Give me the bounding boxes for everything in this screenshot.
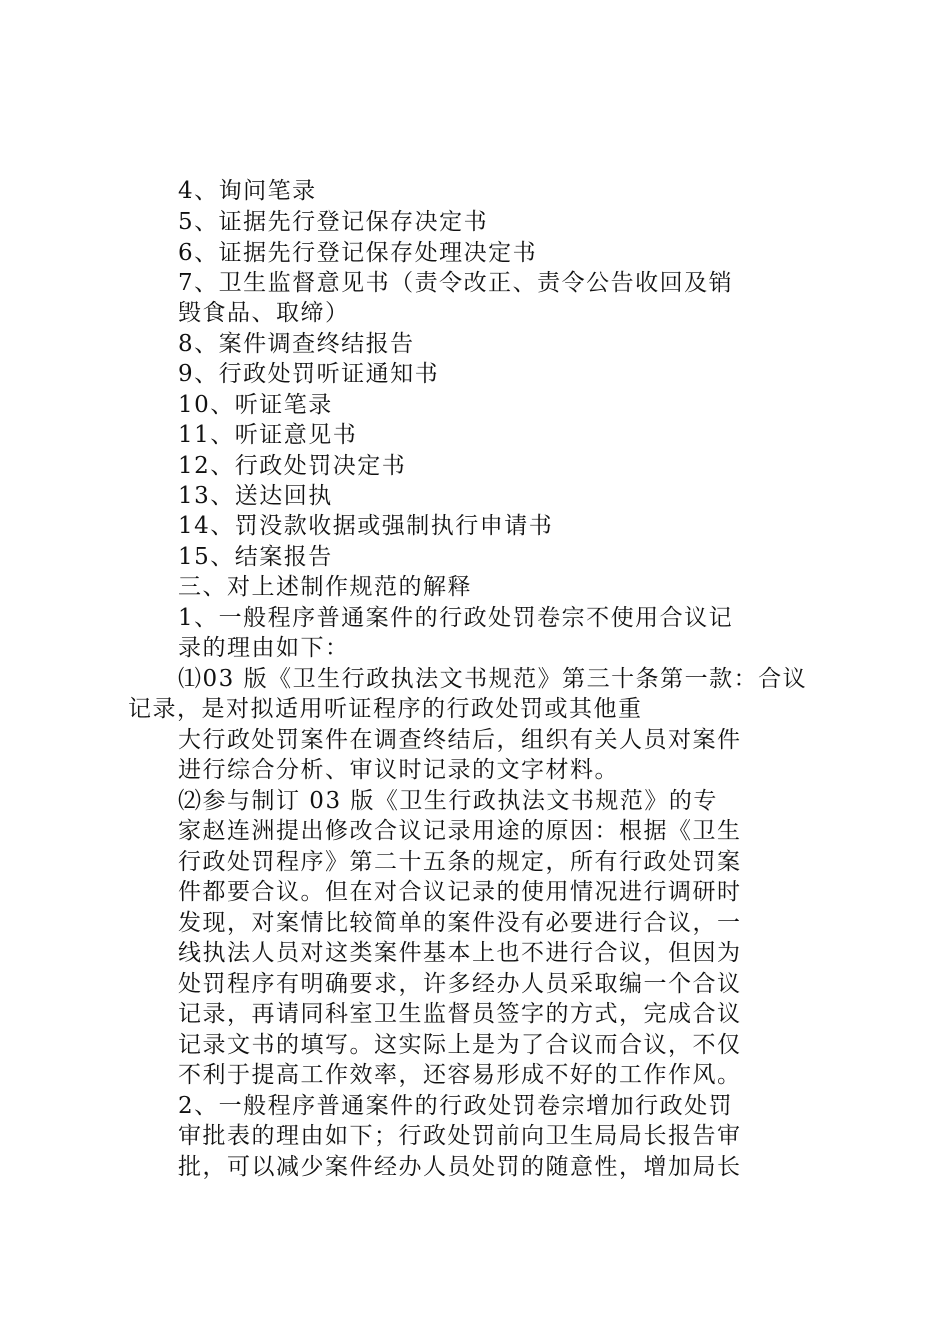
text-line: 线执法人员对这类案件基本上也不进行合议，但因为 — [178, 940, 742, 966]
text-line: 记录，再请同科室卫生监督员签字的方式，完成合议 — [178, 1001, 742, 1027]
text-line: 4、询问笔录 — [178, 178, 317, 204]
text-line: 记录文书的填写。这实际上是为了合议而合议，不仅 — [178, 1032, 742, 1058]
text-line: 1、一般程序普通案件的行政处罚卷宗不使用合议记 — [178, 605, 734, 631]
text-line: 记录，是对拟适用听证程序的行政处罚或其他重 — [128, 696, 643, 722]
text-line: 审批表的理由如下；行政处罚前向卫生局局长报告审 — [178, 1123, 742, 1149]
text-line: 件都要合议。但在对合议记录的使用情况进行调研时 — [178, 879, 742, 905]
text-line: 家赵连洲提出修改合议记录用途的原因：根据《卫生 — [178, 818, 742, 844]
text-line: 8、案件调查终结报告 — [178, 331, 415, 357]
text-line: 大行政处罚案件在调查终结后，组织有关人员对案件 — [178, 727, 742, 753]
text-line: 5、证据先行登记保存决定书 — [178, 209, 489, 235]
text-line: 9、行政处罚听证通知书 — [178, 361, 440, 387]
text-line: ⑵参与制订 03 版《卫生行政执法文书规范》的专 — [178, 788, 718, 814]
text-line: 14、罚没款收据或强制执行申请书 — [178, 513, 554, 539]
text-line: 7、卫生监督意见书（责令改正、责令公告收回及销 — [178, 270, 734, 296]
text-line: 2、一般程序普通案件的行政处罚卷宗增加行政处罚 — [178, 1093, 734, 1119]
text-line: 毁食品、取缔） — [178, 300, 350, 326]
text-line: 发现，对案情比较简单的案件没有必要进行合议，一 — [178, 910, 742, 936]
text-line: 15、结案报告 — [178, 544, 333, 570]
text-line: 行政处罚程序》第二十五条的规定，所有行政处罚案 — [178, 849, 742, 875]
text-line: 处罚程序有明确要求，许多经办人员采取编一个合议 — [178, 971, 742, 997]
text-line: 进行综合分析、审议时记录的文字材料。 — [178, 757, 619, 783]
section-heading: 三、对上述制作规范的解释 — [178, 574, 472, 600]
text-line: 11、听证意见书 — [178, 422, 358, 448]
text-line: 批，可以减少案件经办人员处罚的随意性，增加局长 — [178, 1154, 742, 1180]
text-line: 不利于提高工作效率，还容易形成不好的工作作风。 — [178, 1062, 742, 1088]
text-line: 10、听证笔录 — [178, 392, 333, 418]
text-line: ⑴03 版《卫生行政执法文书规范》第三十条第一款：合议 — [178, 666, 808, 692]
text-line: 6、证据先行登记保存处理决定书 — [178, 240, 538, 266]
text-line: 录的理由如下： — [178, 635, 350, 661]
text-line: 12、行政处罚决定书 — [178, 453, 407, 479]
text-line: 13、送达回执 — [178, 483, 333, 509]
